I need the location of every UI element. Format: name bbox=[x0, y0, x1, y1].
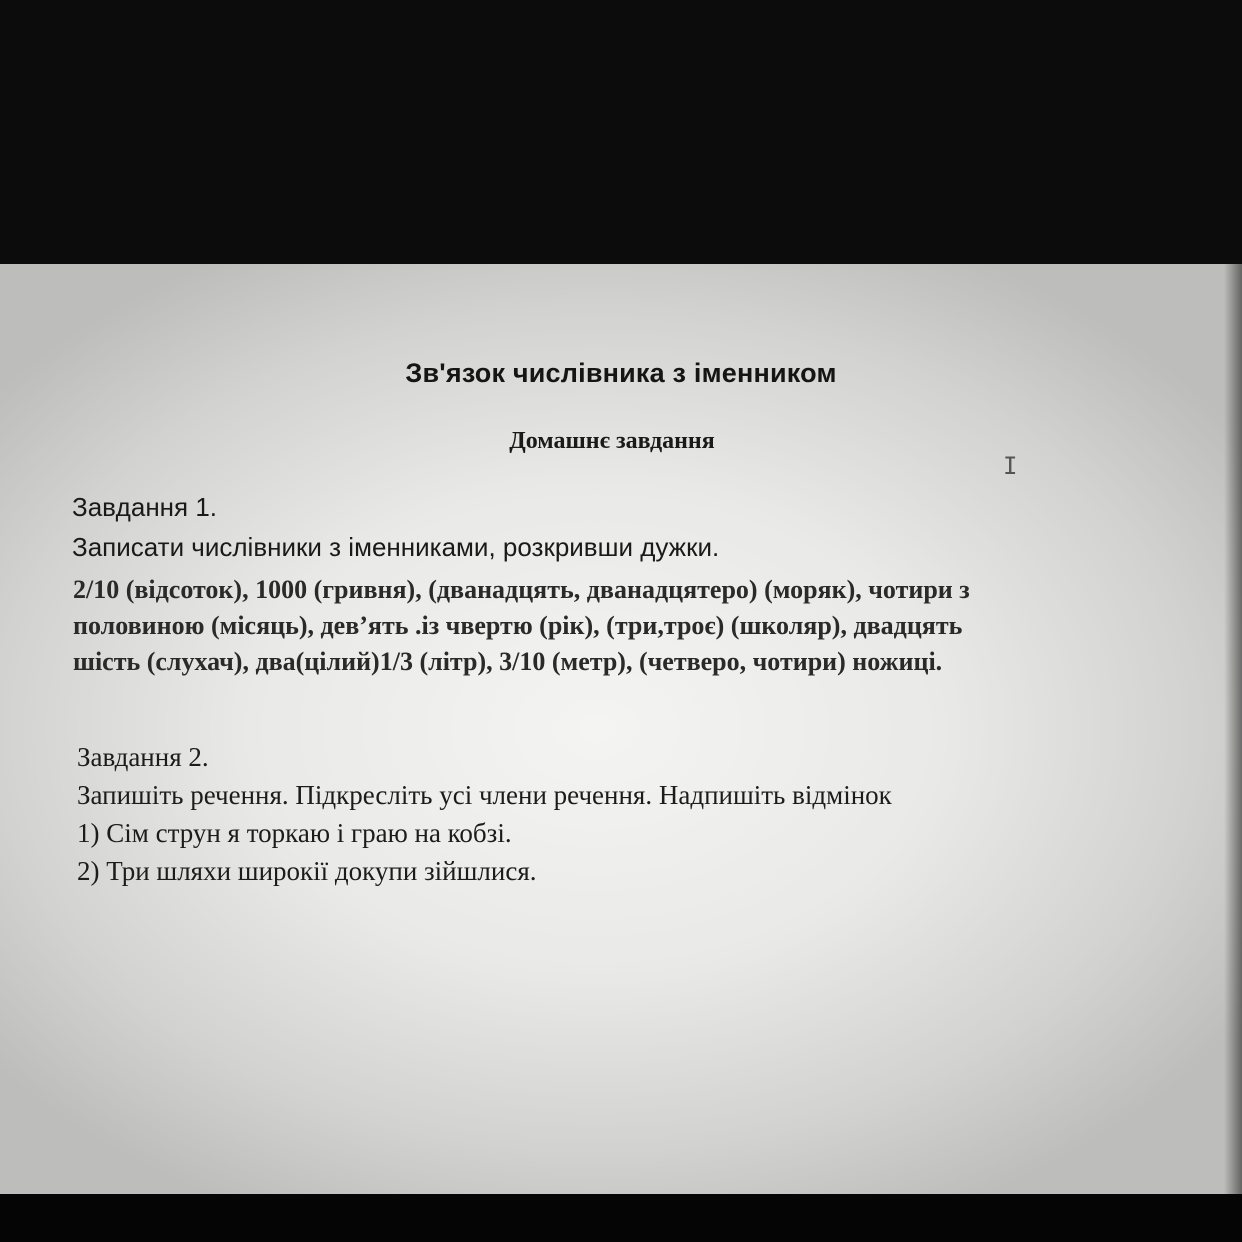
document-subtitle: Домашнє завдання bbox=[509, 428, 715, 454]
task2-heading: Завдання 2. bbox=[77, 742, 209, 772]
task1-line: шість (слухач), два(цілий)1/3 (літр), 3/10 (метр), (четверо, чотири) ножиці. bbox=[73, 647, 943, 676]
task2-instruction: Запишіть речення. Підкресліть усі члени речення. Надпишіть відмінок bbox=[77, 780, 892, 810]
task1-heading: Завдання 1. bbox=[72, 492, 218, 522]
task2-sentence: 1) Сім струн я торкаю і граю на кобзі. bbox=[77, 818, 512, 848]
document-title: Зв'язок числівника з іменником bbox=[405, 358, 837, 388]
bottom-bezel bbox=[0, 1194, 1242, 1242]
task1-instruction: Записати числівники з іменниками, розкривши дужки. bbox=[72, 532, 720, 562]
task1-line: 2/10 (відсоток), 1000 (гривня), (дванадцять, дванадцятеро) (моряк), чотири з bbox=[73, 575, 970, 604]
screen-edge-shadow bbox=[1224, 264, 1242, 1194]
document-screen bbox=[0, 264, 1242, 1194]
task1-body bbox=[73, 572, 1113, 680]
task1-line: половиною (місяць), дев’ять .із чвертю (рік), (три,троє) (школяр), двадцять bbox=[73, 611, 963, 640]
task2-block bbox=[77, 738, 892, 890]
text-cursor-icon: I bbox=[1003, 452, 1018, 480]
task2-sentence: 2) Три шляхи широкії докупи зійшлися. bbox=[77, 856, 537, 886]
